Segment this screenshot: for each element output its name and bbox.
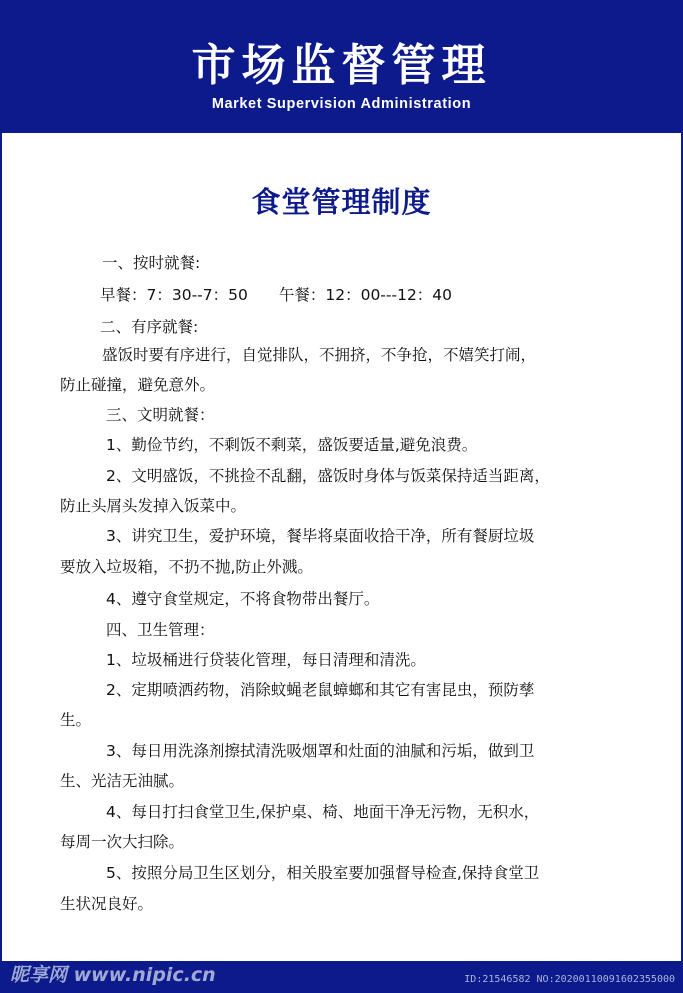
paragraph-line: 防止碰撞，避免意外。 bbox=[60, 376, 216, 394]
paragraph-line: 生。 bbox=[60, 711, 92, 729]
paragraph-line: 1、垃圾桶进行贷装化管理，每日清理和清洗。 bbox=[106, 651, 426, 669]
image-id-text: ID:21546582 NO:20200110091602355000 bbox=[464, 974, 675, 985]
paragraph-line: 生、光洁无油腻。 bbox=[60, 772, 185, 790]
document-title: 食堂管理制度 bbox=[251, 185, 432, 219]
header-title: 市场监督管理 bbox=[191, 40, 492, 91]
paragraph-line: 3、每日用洗涤剂擦拭清洗吸烟罩和灶面的油腻和污垢，做到卫 bbox=[106, 742, 535, 760]
paragraph-line: 3、讲究卫生，爱护环境，餐毕将桌面收拾干净，所有餐厨垃圾 bbox=[106, 527, 535, 545]
paragraph-line: 2、定期喷洒药物，消除蚊蝇老鼠蟑螂和其它有害昆虫，预防孳 bbox=[106, 681, 535, 699]
section-heading: 二、有序就餐: bbox=[100, 318, 199, 336]
paragraph-line: 4、每日打扫食堂卫生,保护桌、椅、地面干净无污物，无积水， bbox=[106, 803, 540, 821]
meal-times: 早餐：7：30--7：50 午餐：12：00---12：40 bbox=[100, 286, 453, 304]
paragraph-line: 5、按照分局卫生区划分，相关股室要加强督导检查,保持食堂卫 bbox=[106, 864, 540, 882]
header-subtitle: Market Supervision Administration bbox=[211, 96, 472, 112]
paragraph-line: 4、遵守食堂规定，不将食物带出餐厅。 bbox=[106, 590, 380, 608]
left-border bbox=[0, 133, 2, 961]
paragraph-line: 盛饭时要有序进行，自觉排队，不拥挤，不争抢，不嬉笑打闹， bbox=[102, 346, 537, 364]
section-heading: 一、按时就餐: bbox=[102, 254, 201, 272]
header-banner bbox=[0, 0, 683, 133]
paragraph-line: 1、勤俭节约，不剩饭不剩菜，盛饭要适量,避免浪费。 bbox=[106, 436, 478, 454]
section-heading: 三、文明就餐： bbox=[106, 406, 215, 424]
paragraph-line: 2、文明盛饭，不挑捡不乱翻，盛饭时身体与饭菜保持适当距离， bbox=[106, 467, 550, 485]
paragraph-line: 要放入垃圾箱，不扔不抛,防止外溅。 bbox=[60, 558, 313, 576]
paragraph-line: 防止头屑头发掉入饭菜中。 bbox=[60, 497, 247, 515]
watermark-logo: 昵享网 www.nipic.cn bbox=[10, 964, 216, 986]
paragraph-line: 每周一次大扫除。 bbox=[60, 833, 185, 851]
section-heading: 四、卫生管理： bbox=[106, 621, 215, 639]
paragraph-line: 生状况良好。 bbox=[60, 895, 154, 913]
